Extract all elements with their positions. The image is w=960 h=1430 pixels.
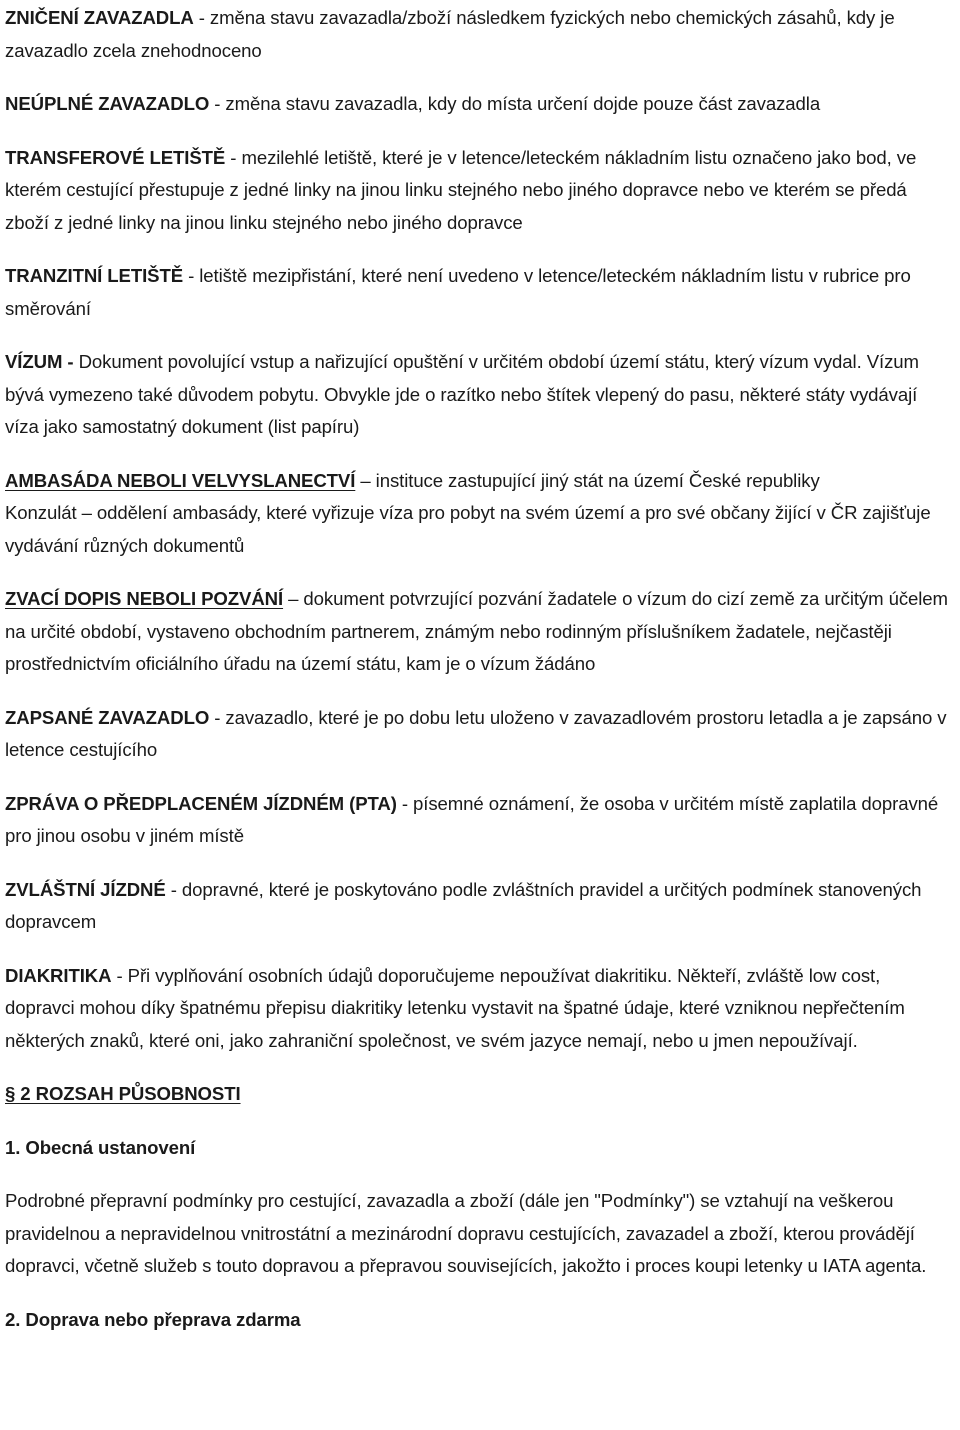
definition-term: NEÚPLNÉ ZAVAZADLO bbox=[5, 93, 210, 114]
definition-text: - dopravné, které je poskytováno podle zvláštních pravidel a určitých podmínek stanovených dopravcem bbox=[5, 878, 922, 932]
definition-konzulat bbox=[5, 497, 954, 562]
definition-term: TRANSFEROVÉ LETIŠTĚ bbox=[5, 146, 226, 168]
definition-text: - mezilehlé letiště, které je v letence/leteckém nákladním listu označeno jako bod, ve kterém cestující přestupuje z jedné linky na jinou linku stejného nebo jiného dopravce nebo ve kterém se předá zboží z jedné linky na jinou linku stejného nebo jiného dopravce bbox=[5, 146, 917, 233]
definition-term: ZVLÁŠTNÍ JÍZDNÉ bbox=[5, 878, 166, 900]
definition-transferove bbox=[5, 142, 954, 240]
definition-text: Konzulát – oddělení ambasády, které vyřizuje víza pro pobyt na svém území a pro své občany žijící v ČR zajišťuje vydávání různých dokumentů bbox=[5, 502, 931, 556]
definition-vizum bbox=[5, 346, 954, 444]
definition-term: ZAPSANÉ ZAVAZADLO bbox=[5, 706, 210, 728]
definition-term: AMBASÁDA NEBOLI VELVYSLANECTVÍ bbox=[5, 469, 356, 491]
subsection-heading-2: 2. Doprava nebo přeprava zdarma bbox=[5, 1308, 301, 1330]
definition-zapsane bbox=[5, 702, 954, 767]
definition-tranzitni bbox=[5, 260, 954, 325]
definition-zvlastni bbox=[5, 874, 954, 939]
definition-zniceni bbox=[5, 2, 954, 67]
definition-term: ZNIČENÍ ZAVAZADLA bbox=[5, 7, 194, 28]
definition-term: TRANZITNÍ LETIŠTĚ bbox=[5, 265, 184, 286]
definition-diakritika bbox=[5, 960, 954, 1058]
definition-text: - změna stavu zavazadla, kdy do místa určení dojde pouze část zavazadla bbox=[209, 93, 821, 114]
definition-text: - Při vyplňování osobních údajů doporučujeme nepoužívat diakritiku. Někteří, zvláště low cost, dopravci mohou díky špatnému přepisu diakritiky letenku vystavit na špatné údaje, které vzniknou nepřečtením některých znaků, které oni, jako zahraniční společnost, ve svém jazyce nemají, nebo u jmen nepoužívají. bbox=[5, 964, 905, 1051]
definition-text: - písemné oznámení, že osoba v určitém místě zaplatila dopravné pro jinou osobu v jiném místě bbox=[5, 792, 939, 846]
definition-text: - letiště mezipřistání, které není uvedeno v letence/leteckém nákladním listu v rubrice pro směrování bbox=[5, 265, 911, 319]
definition-text: – instituce zastupující jiný stát na území České republiky bbox=[355, 469, 820, 491]
subsection-heading-1: 1. Obecná ustanovení bbox=[5, 1136, 196, 1158]
definition-text: - zavazadlo, které je po dobu letu uloženo v zavazadlovém prostoru letadla a je zapsáno v letence cestujícího bbox=[5, 706, 947, 760]
definition-neuplne bbox=[5, 88, 954, 121]
definition-term: ZPRÁVA O PŘEDPLACENÉM JÍZDNÉM (PTA) bbox=[5, 792, 397, 814]
section-heading: § 2 ROZSAH PŮSOBNOSTI bbox=[5, 1083, 241, 1104]
definition-text: – dokument potvrzující pozvání žadatele o vízum do cizí země za určitým účelem na určité období, vystaveno obchodním partnerem, známým nebo rodinným příslušníkem žadatele, nejčastěji prostřednictvím oficiálního úřadu na území státu, kam je o vízum žádáno bbox=[5, 588, 948, 674]
definition-zvaci-dopis bbox=[5, 583, 954, 681]
body-paragraph: Podrobné přepravní podmínky pro cestující, zavazadla a zboží (dále jen "Podmínky") se vztahují na veškerou pravidelnou a nepravidelnou vnitrostátní a mezinárodní dopravu cestujících, zavazadel a zboží, kterou provádějí dopravci, včetně služeb s touto dopravou a přepravou souvisejících, jakožto i proces koupi letenky u IATA agenta. bbox=[5, 1190, 927, 1276]
definition-term: DIAKRITIKA bbox=[5, 964, 112, 986]
definition-ambasada bbox=[5, 465, 954, 498]
definition-pta bbox=[5, 788, 954, 853]
definition-text: - změna stavu zavazadla/zboží následkem fyzických nebo chemických zásahů, kdy je zavazadlo zcela znehodnoceno bbox=[5, 7, 895, 61]
definition-term: ZVACÍ DOPIS NEBOLI POZVÁNÍ bbox=[5, 588, 284, 609]
definition-text: Dokument povolující vstup a nařizující opuštění v určitém období území státu, který vízum vydal. Vízum bývá vymezeno také důvodem pobytu. Obvykle jde o razítko nebo štítek vlepený do pasu, některé státy vydávají víza jako samostatný dokument (list papíru) bbox=[5, 351, 919, 437]
definition-term: VÍZUM - bbox=[5, 351, 74, 372]
